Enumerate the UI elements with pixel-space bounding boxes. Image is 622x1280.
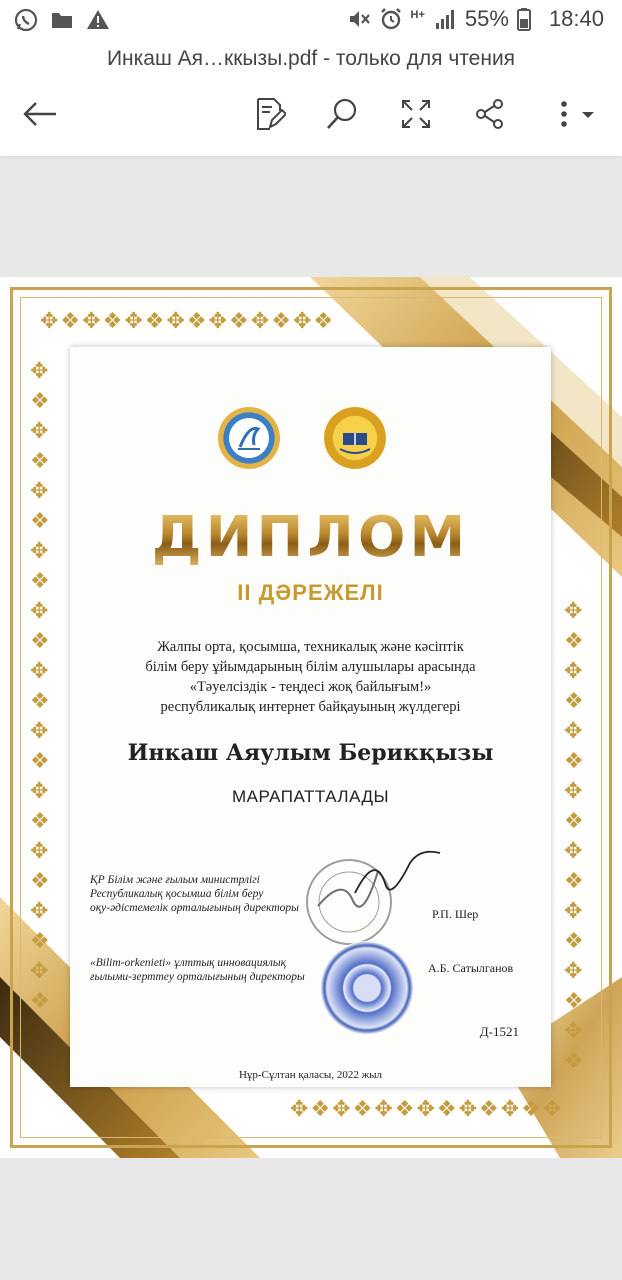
more-icon: [554, 98, 598, 135]
signer2-line: «Bilim-orkenieti» ұлттық инновациялық: [90, 957, 287, 969]
signer2-name: А.Б. Сатылганов: [428, 961, 514, 975]
signer1-line: ҚР Білім және ғылым министрлігі: [90, 874, 260, 886]
pdf-page[interactable]: [0, 277, 622, 1158]
network-type: H+: [410, 9, 425, 21]
diploma-sheet: [70, 347, 551, 1087]
edit-icon: [254, 97, 286, 136]
recipient-name: Инкаш Аяулым Берикқызы: [127, 740, 494, 766]
top-ornament: ✥❖✥❖✥❖✥❖✥❖✥❖✥❖: [40, 309, 336, 334]
diploma-title: ДИПЛОМ: [70, 505, 551, 570]
bottom-ornament: ✥❖✥❖✥❖✥❖✥❖✥❖✥: [290, 1097, 564, 1122]
stamp-2: [320, 941, 414, 1035]
mute-icon: [347, 7, 371, 31]
whatsapp-icon: [14, 8, 38, 32]
fullscreen-button[interactable]: [394, 94, 438, 138]
more-button[interactable]: [548, 94, 604, 138]
city-year: Нұр-Сұлтан қаласы, 2022 жыл: [238, 1069, 383, 1081]
share-button[interactable]: [468, 94, 512, 138]
signer2-line: ғылыми-зерттеу орталығының директоры: [90, 971, 305, 983]
bilim-orkenieti-logo: [324, 407, 386, 469]
clock: 18:40: [548, 6, 604, 31]
signature-1: [350, 843, 450, 903]
search-button[interactable]: [320, 94, 364, 138]
description-line: «Тәуелсіздік - теңдесі жоқ байлығым!»: [189, 679, 432, 695]
degree-label: II ДӘРЕЖЕЛІ: [237, 580, 384, 605]
left-ornament: ✥ ❖ ✥ ❖ ✥ ❖ ✥ ❖ ✥ ❖ ✥ ❖ ✥ ❖ ✥ ❖ ✥ ❖ ✥ ❖ ✥ ❖: [30, 359, 52, 1014]
description-line: білім беру ұйымдарының білім алушылары арасында: [145, 659, 476, 675]
signer1-line: Республикалық қосымша білім беру: [90, 888, 264, 900]
right-ornament: ✥ ❖ ✥ ❖ ✥ ❖ ✥ ❖ ✥ ❖ ✥ ❖ ✥ ❖ ✥ ❖: [564, 599, 586, 1074]
toolbar: [0, 80, 622, 156]
signer1-name: Р.П. Шер: [432, 907, 479, 921]
description-line: республикалық интернет байқауының жүлдегері: [160, 699, 461, 715]
back-button[interactable]: [18, 94, 62, 138]
ministry-logo: [218, 407, 280, 469]
battery-icon: [517, 7, 541, 31]
warning-icon: [86, 8, 110, 32]
alarm-icon: [379, 7, 403, 31]
document-title: Инкаш Ая…ккызы.pdf - только для чтения: [106, 47, 516, 70]
search-icon: [325, 97, 359, 136]
awarded-label: МАРАПАТТАЛАДЫ: [231, 787, 390, 806]
share-icon: [474, 98, 506, 135]
signer1-position: [90, 873, 299, 915]
signer2-position: [90, 956, 305, 984]
back-arrow-icon: [22, 99, 58, 134]
signer1-line: оқу-әдістемелік орталығының директоры: [90, 902, 299, 914]
fullscreen-icon: [400, 98, 432, 135]
signal-icon: [433, 7, 457, 31]
diploma-description: [90, 637, 531, 717]
edit-button[interactable]: [248, 94, 292, 138]
battery-percent: 55%: [464, 6, 509, 31]
status-bar: [0, 0, 622, 44]
description-line: Жалпы орта, қосымша, техникалық және кәсіптік: [157, 639, 464, 655]
folder-icon: [50, 8, 74, 32]
document-title-bar: [0, 44, 622, 80]
diploma-number: Д-1521: [479, 1024, 519, 1039]
